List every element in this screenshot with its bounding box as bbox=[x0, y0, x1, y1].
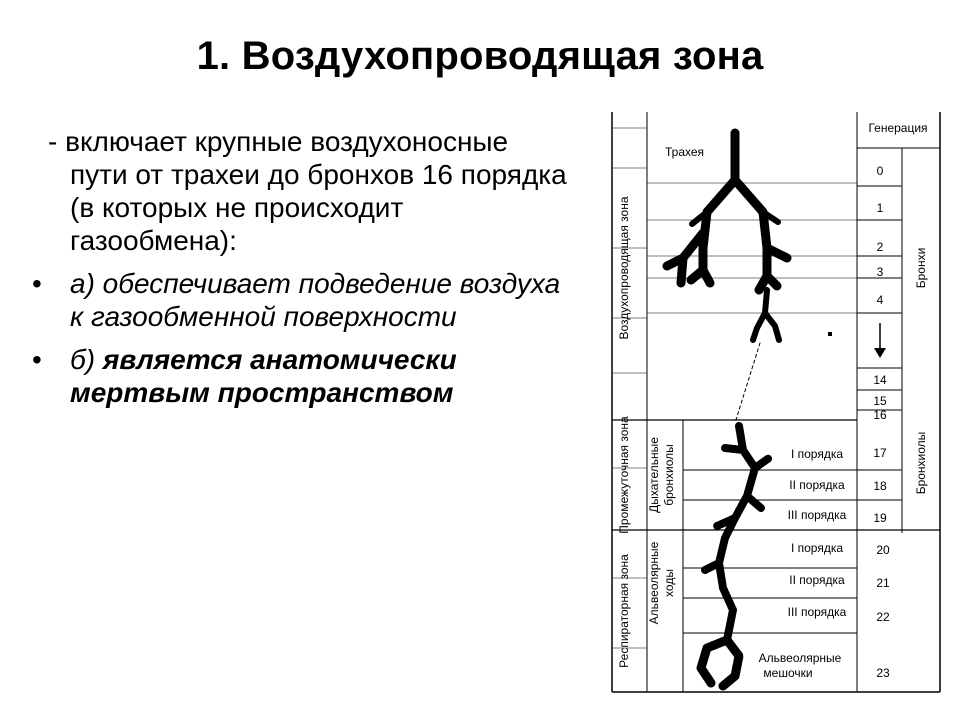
order-label: III порядка bbox=[787, 605, 847, 619]
slide-title: 1. Воздухопроводящая зона bbox=[196, 34, 764, 78]
generation-number: 20 bbox=[876, 543, 890, 557]
bullet-b-prefix: б) bbox=[70, 344, 103, 375]
zone-transitional-label: Промежуточная зона bbox=[617, 416, 631, 534]
diagram-grid bbox=[612, 112, 940, 692]
alveolar-sacs-label-1: Альвеолярные bbox=[758, 651, 842, 665]
order-label: III порядка bbox=[787, 508, 847, 522]
generation-number: 22 bbox=[876, 610, 890, 624]
generation-number: 17 bbox=[873, 446, 887, 460]
zone-conducting-label: Воздухопроводящая зона bbox=[617, 196, 631, 340]
generation-header: Генерация bbox=[868, 121, 928, 135]
generation-number: 23 bbox=[876, 666, 890, 680]
trachea-label: Трахея bbox=[665, 145, 705, 159]
alveolar-ducts-label-1: Альвеолярные bbox=[647, 541, 661, 625]
bronchial-tree-icon bbox=[667, 133, 787, 686]
order-label: I порядка bbox=[790, 447, 844, 461]
generation-number: 2 bbox=[876, 240, 884, 254]
zone-respiratory-label: Респираторная зона bbox=[617, 554, 631, 668]
order-label: II порядка bbox=[789, 573, 845, 587]
alveolar-sacs-label-2: мешочки bbox=[763, 666, 813, 680]
marker-square-icon bbox=[828, 332, 832, 336]
bullet-dot-icon: • bbox=[32, 268, 42, 299]
respiratory-bronchioles-label-1: Дыхательные bbox=[647, 437, 661, 513]
bronchioles-label: Бронхиолы bbox=[914, 431, 928, 495]
bullet-dot-icon: • bbox=[32, 344, 42, 375]
bullet-item-a bbox=[30, 267, 570, 333]
order-label: II порядка bbox=[789, 478, 845, 492]
bullet-a-text: а) обеспечивает подведение воздуха к газообменной поверхности bbox=[70, 268, 561, 332]
alveolar-ducts-label-2: ходы bbox=[662, 569, 676, 597]
bullet-item-b bbox=[30, 343, 570, 409]
slide-body bbox=[30, 125, 570, 419]
down-arrow-icon bbox=[874, 323, 886, 358]
bullet-b-emphasis: является анатомически мертвым пространством bbox=[70, 344, 457, 408]
order-label: I порядка bbox=[790, 541, 844, 555]
generation-number: 15 bbox=[873, 394, 887, 408]
airway-generations-diagram bbox=[595, 108, 945, 698]
bronchi-label: Бронхи bbox=[914, 247, 928, 289]
generation-number: 3 bbox=[876, 265, 884, 279]
intro-paragraph: - включает крупные воздухоносные пути от трахеи до бронхов 16 порядка (в которых не происходит газообмена): bbox=[48, 126, 567, 256]
generation-number: 14 bbox=[873, 373, 887, 387]
respiratory-bronchioles-label-2: бронхиолы bbox=[662, 444, 676, 506]
generation-number: 21 bbox=[876, 576, 890, 590]
generation-number: 0 bbox=[876, 164, 884, 178]
generation-number: 19 bbox=[873, 511, 887, 525]
generation-number: 1 bbox=[876, 201, 884, 215]
generation-number: 16 bbox=[873, 408, 887, 422]
generation-number: 4 bbox=[876, 293, 884, 307]
generation-number: 18 bbox=[873, 479, 887, 493]
